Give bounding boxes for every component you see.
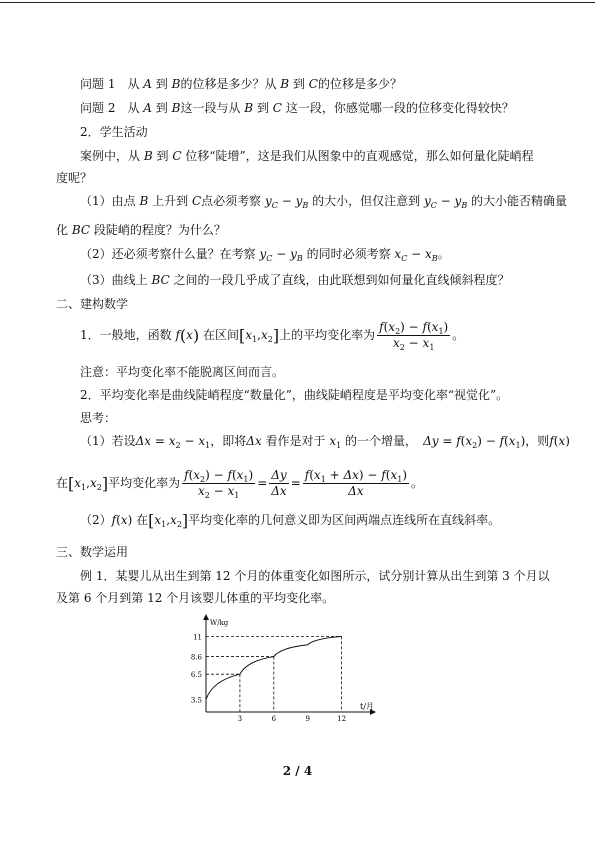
heading-math-application: 三、数学运用 [56, 545, 129, 559]
weight-chart [180, 612, 400, 722]
question-1: 问题 1 从 A 到 B的位移是多少？从 B 到 C的位移是多少？ [80, 77, 402, 91]
think-1-formula: 在$[x_1,x_2]$平均变化率为 $\frac{f(x_2) - f(x_1)}{x_2 - x_1}$ = $\frac{\Delta y}{\Delta x}$ = $\frac{f(x_1 + \Delta x) - f(x_1)}{\Delta x}$ 。 [56, 468, 424, 500]
avg-rate-fraction: $\frac{f(x_2) - f(x_1)}{x_2 - x_1}$ [379, 320, 449, 352]
heading-build-math: 二、建构数学 [56, 297, 129, 311]
x-tick-label: 6 [271, 715, 277, 722]
question-2: 问题 2 从 A 到 B这一段与从 B 到 C 这一段，你感觉哪一段的位移变化得较快？ [80, 101, 514, 115]
page-number: 2 / 4 [282, 764, 313, 778]
x-tick-label: 9 [305, 715, 310, 722]
think-label: 思考： [80, 411, 117, 425]
example-1: 例 1．某婴儿从出生到第 12 个月的体重变化如图所示，试分别计算从出生到第 3 个月以 [80, 569, 550, 583]
point-1-cont: 化 BC 段陡峭的程度？为什么？ [56, 223, 226, 237]
point-2: （2）还必须考察什么量？在考察 $y_C - y_B$ 的同时必须考察 $x_C - x_B$。 [80, 247, 450, 263]
x-axis-label: t/月 [360, 702, 374, 711]
y-axis-arrow [203, 614, 209, 620]
top-rule [0, 2, 595, 3]
y-tick-label: 3.5 [190, 696, 202, 705]
point-3: （3）曲线上 BC 之间的一段几乎成了直线，由此联想到如何量化直线倾斜程度？ [80, 273, 510, 287]
example-1-cont: 及第 6 个月到第 12 个月该婴儿体重的平均变化率。 [56, 591, 335, 605]
axes [203, 614, 376, 715]
note-line: 注意：平均变化率不能脱离区间而言。 [80, 365, 285, 379]
y-tick-label: 6.5 [190, 671, 202, 680]
section-student-activity: 2．学生活动 [80, 125, 148, 139]
y-tick-label: 8.6 [190, 653, 202, 662]
think-1: （1）若设$\Delta x = x_2 - x_1$，即将Δx 看作是对于 $x_1$ 的一个增量， $\Delta y = f(x_2) - f(x_1)$，则f(x) [80, 434, 570, 450]
point-1: （1）由点 B 上升到 C点必须考察 $y_C - y_B$ 的大小，但仅注意到 $y_C - y_B$ 的大小能否精确量 [80, 194, 568, 210]
y-axis-label: W/kg [210, 619, 229, 627]
case-paragraph: 案例中，从 B 到 C 位移“陡增”，这是我们从图象中的直观感觉，那么如何量化陡峭程 [80, 149, 534, 163]
x-tick-label: 3 [237, 715, 243, 722]
think-2: （2）f(x) 在$[x_1,x_2]$平均变化率的几何意义即为区间两端点连线所在直线斜率。 [80, 511, 501, 530]
x-tick-label: 12 [337, 715, 347, 722]
point-visual: 2．平均变化率是曲线陡峭程度“数量化”，曲线陡峭程度是平均变化率“视觉化”。 [80, 388, 509, 402]
case-paragraph-cont: 度呢？ [56, 171, 93, 185]
y-tick-label: 11 [193, 633, 202, 642]
definition-line: 1．一般地，函数 f(x) 在区间$[x_1,x_2]$上的平均变化率为 $\frac{f(x_2) - f(x_1)}{x_2 - x_1}$ 。 [80, 320, 465, 352]
